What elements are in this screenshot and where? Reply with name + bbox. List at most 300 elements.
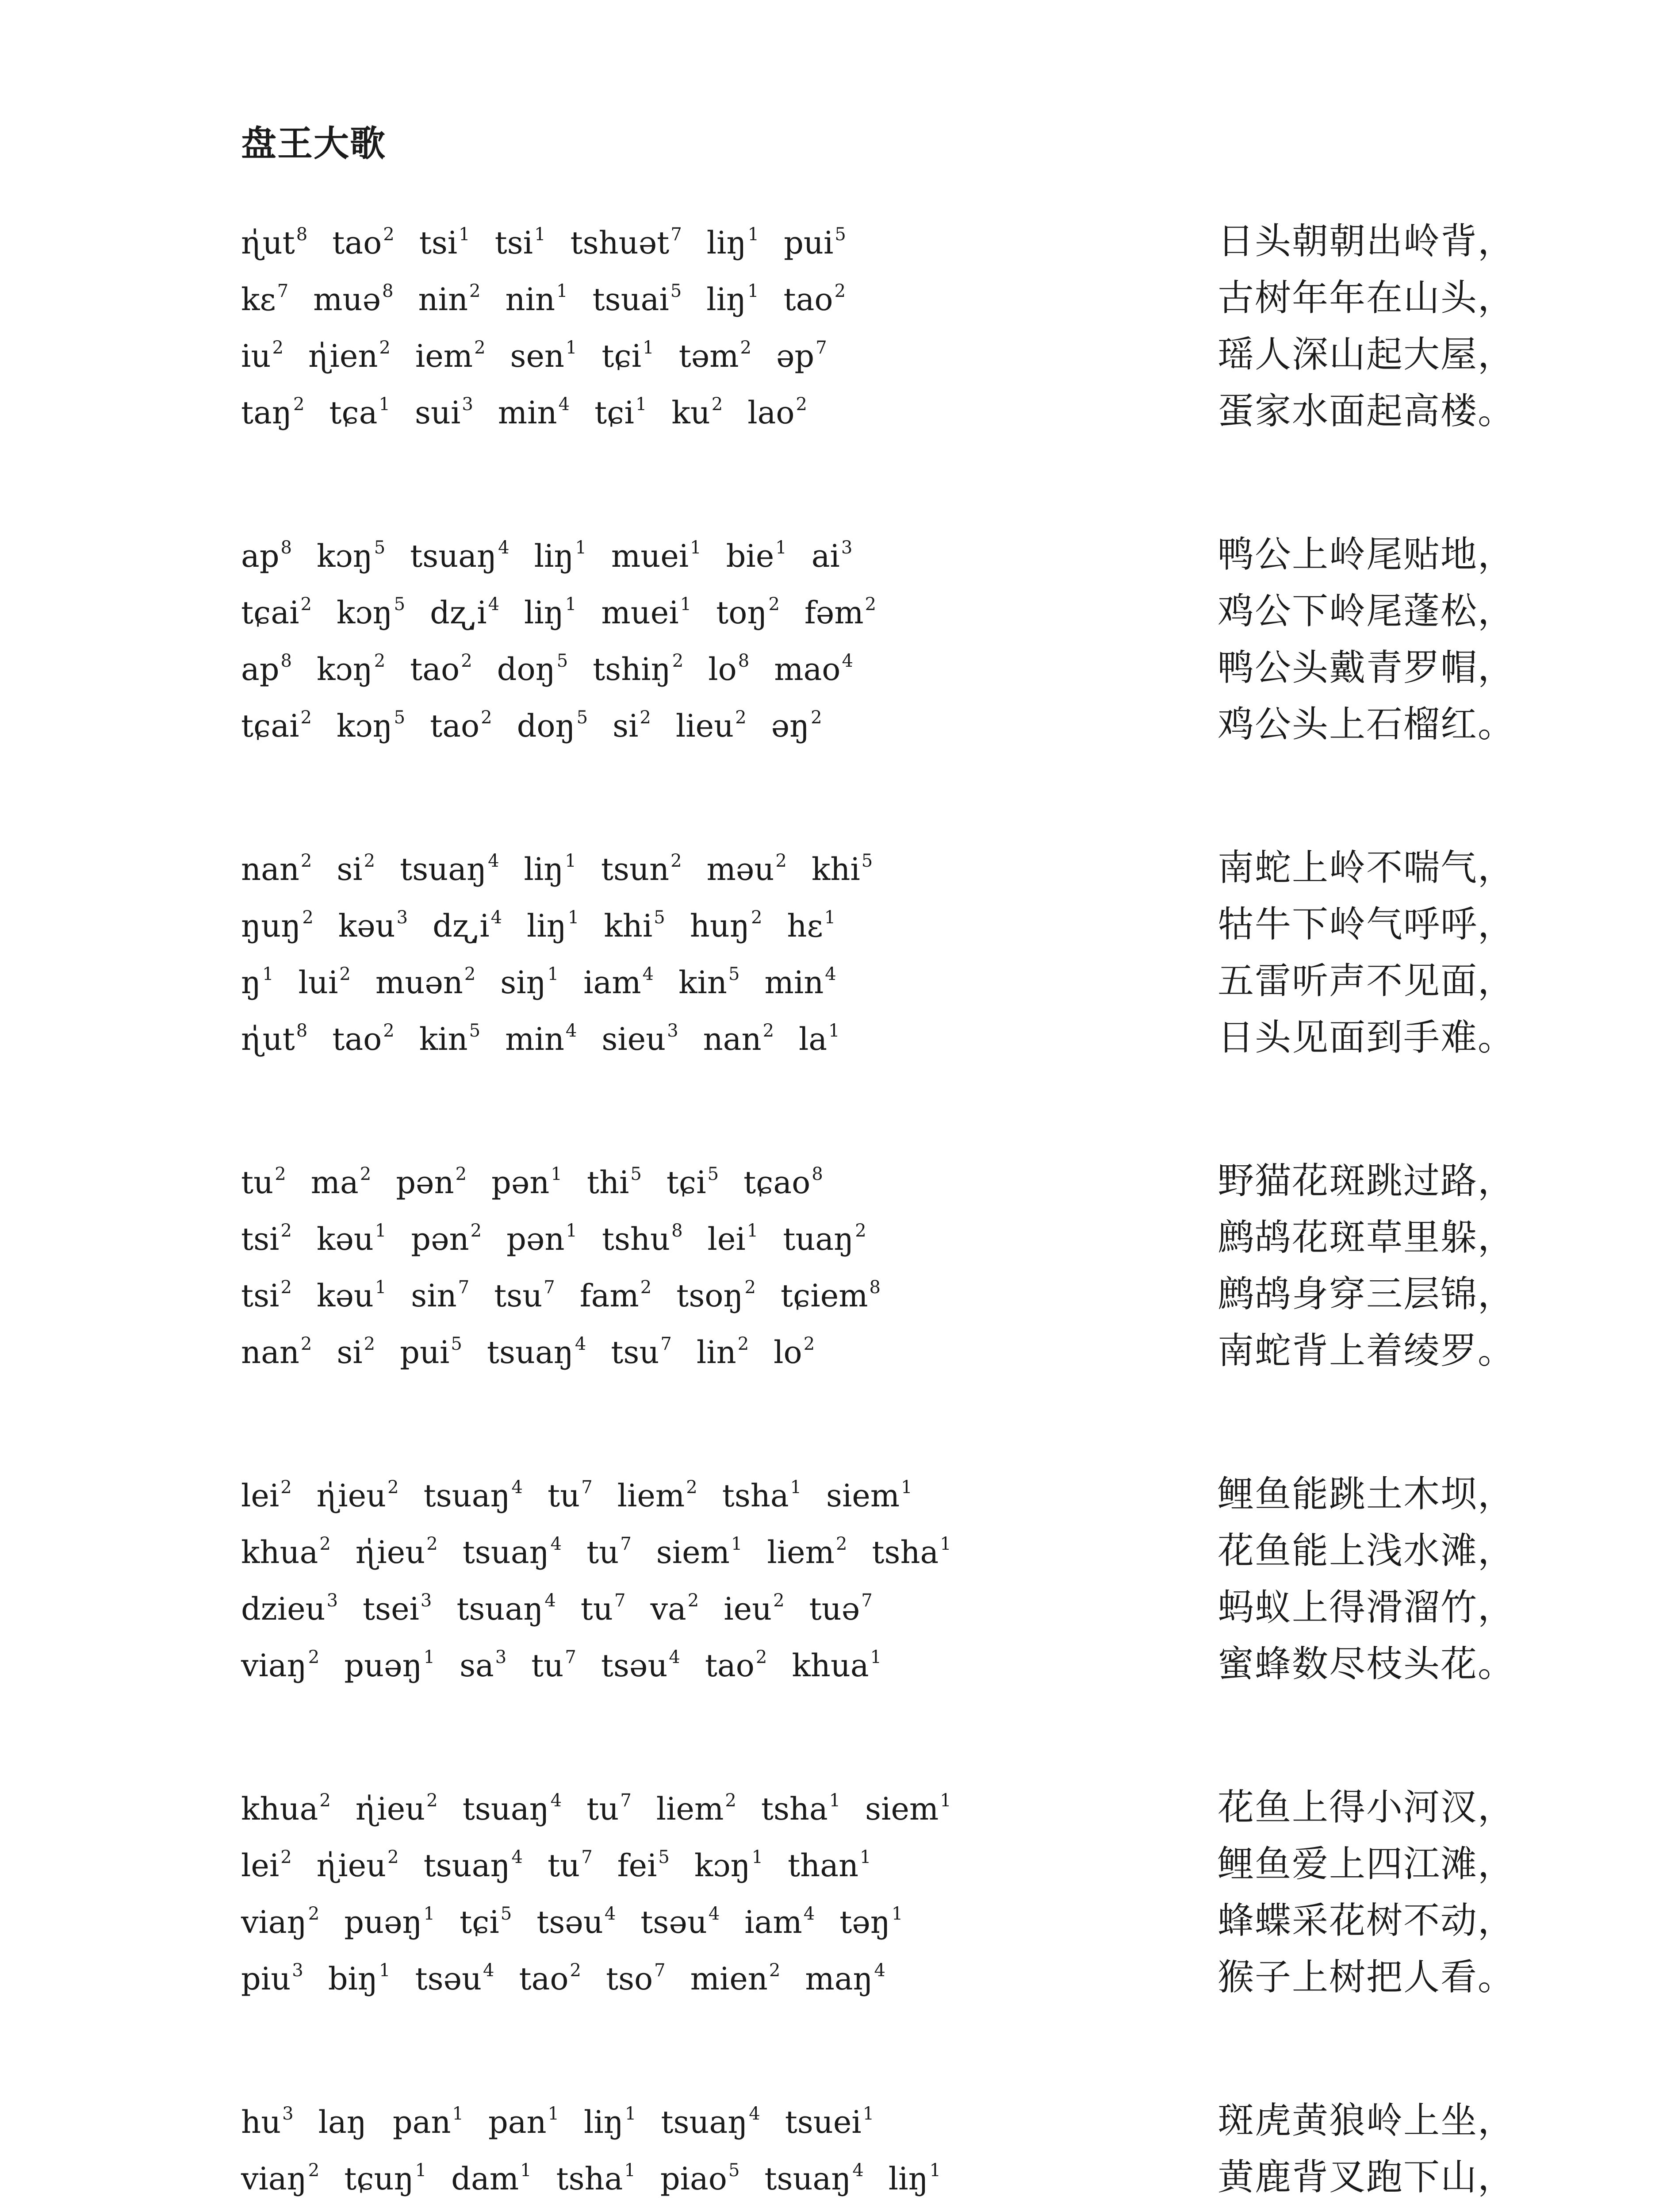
chinese-translation: 蜂蝶采花树不动， — [1217, 1900, 1515, 1942]
syllable-text: hɛ — [787, 908, 823, 944]
syllable — [241, 1477, 292, 1514]
syllable-text: pən — [396, 1164, 454, 1201]
syllable — [356, 1790, 438, 1827]
tone-number: 1 — [747, 224, 759, 245]
syllable — [419, 1021, 480, 1057]
syllable — [872, 1534, 951, 1571]
syllable-text: nan — [703, 1021, 762, 1057]
tone-number: 1 — [548, 2104, 559, 2124]
syllable — [707, 851, 787, 887]
syllable-text: viaŋ — [241, 2161, 307, 2197]
syllable — [771, 707, 822, 744]
tone-number: 5 — [835, 224, 846, 245]
tone-number: 2 — [686, 1477, 697, 1498]
tone-number: 7 — [670, 224, 682, 245]
syllable — [676, 707, 747, 744]
syllable-text: pən — [491, 1164, 550, 1201]
syllable-text: sieu — [602, 1021, 666, 1057]
chinese-translation: 南蛇背上着绫罗。 — [1217, 1330, 1515, 1372]
syllable — [604, 907, 665, 944]
syllable-text: tsuaŋ — [462, 1791, 549, 1827]
syllable-text: tshuət — [570, 225, 670, 261]
tone-number: 1 — [547, 964, 559, 984]
tone-number: 5 — [728, 2160, 740, 2181]
chinese-translation: 牯牛下岭气呼呼， — [1217, 903, 1515, 945]
syllable — [241, 1221, 292, 1257]
tone-number: 4 — [749, 2104, 760, 2124]
syllable — [400, 1334, 462, 1371]
syllable — [761, 1790, 840, 1827]
verse-line — [241, 1892, 1515, 1948]
tone-number: 4 — [825, 964, 836, 984]
tone-number: 2 — [364, 851, 375, 871]
chinese-translation: 鲤鱼能跳土木坝， — [1217, 1473, 1515, 1515]
tone-number: 2 — [672, 651, 684, 671]
tone-number: 4 — [565, 1021, 577, 1041]
syllable-text: lo — [774, 1334, 802, 1371]
verse-line — [241, 2205, 1515, 2212]
tone-number: 1 — [534, 224, 546, 245]
tone-number: 2 — [670, 851, 682, 871]
syllable-text: pan — [488, 2104, 547, 2140]
tone-number: 2 — [711, 394, 723, 415]
syllable-text: pan — [392, 2104, 451, 2140]
tone-number: 2 — [280, 1477, 292, 1498]
tone-number: 8 — [382, 281, 394, 301]
tone-number: 1 — [751, 1847, 763, 1867]
syllable — [678, 964, 739, 1001]
syllable-text: tɕi — [602, 338, 642, 374]
syllable — [241, 1334, 312, 1371]
phonetic-transcription — [241, 224, 871, 261]
syllable-text: tsəu — [536, 1904, 603, 1940]
tone-number: 1 — [940, 1534, 951, 1554]
tone-number: 2 — [308, 1647, 320, 1667]
syllable-text: ɳ̍ien — [308, 338, 378, 374]
tone-number: 2 — [811, 707, 822, 728]
tone-number: 1 — [575, 538, 586, 558]
syllable-text: puəŋ — [344, 1647, 422, 1684]
syllable — [656, 1790, 736, 1827]
tone-number: 1 — [565, 851, 576, 871]
syllable — [318, 2104, 368, 2140]
syllable-text: ɳ̍ut — [241, 1021, 295, 1057]
syllable-text: tsuei — [785, 2104, 862, 2140]
syllable-text: tsuaŋ — [661, 2104, 748, 2140]
syllable — [809, 1590, 873, 1627]
verse-line — [241, 1009, 1515, 1065]
syllable — [602, 1021, 678, 1057]
stanza — [241, 1465, 1515, 1692]
syllable — [317, 1277, 386, 1314]
tone-number: 1 — [566, 1221, 577, 1241]
tone-number: 2 — [272, 338, 284, 358]
syllable-text: lei — [241, 1478, 280, 1514]
syllable — [587, 1164, 642, 1201]
tone-number: 7 — [861, 1590, 873, 1611]
syllable-text: tsi — [419, 225, 458, 261]
syllable-text: siŋ — [500, 964, 546, 1001]
syllable-text: si — [337, 851, 363, 887]
tone-number: 2 — [474, 338, 486, 358]
syllable — [703, 1021, 774, 1057]
syllable — [724, 1590, 784, 1627]
syllable — [805, 1960, 885, 1997]
syllable — [679, 338, 751, 374]
syllable-text: piu — [241, 1961, 291, 1997]
tone-number: 2 — [769, 1960, 781, 1981]
phonetic-transcription — [241, 1847, 896, 1884]
syllable — [411, 1221, 482, 1257]
chinese-translation: 鸡公头上石榴红。 — [1217, 703, 1515, 745]
syllable-text: lieu — [675, 708, 734, 744]
tone-number: 1 — [459, 224, 470, 245]
phonetic-transcription — [241, 1590, 897, 1627]
tone-number: 7 — [660, 1334, 672, 1354]
tone-number: 2 — [835, 1534, 847, 1554]
tone-number: 3 — [292, 1960, 303, 1981]
tone-number: 1 — [828, 1021, 840, 1041]
syllable-text: tsi — [241, 1278, 280, 1314]
syllable — [356, 1534, 438, 1571]
phonetic-transcription — [241, 338, 852, 374]
syllable-text: tɕa — [329, 395, 378, 431]
syllable-text: si — [613, 708, 639, 744]
tone-number: 5 — [728, 964, 740, 984]
phonetic-transcription — [241, 2160, 966, 2197]
tone-number: 2 — [762, 1021, 774, 1041]
page-title: 盘王大歌 — [241, 123, 386, 164]
syllable — [498, 394, 570, 431]
tone-number: 8 — [869, 1277, 881, 1298]
tone-number: 3 — [282, 2104, 294, 2124]
syllable-text: kin — [419, 1021, 468, 1057]
tone-number: 1 — [690, 538, 701, 558]
syllable-text: kɔŋ — [317, 651, 373, 687]
stanza — [241, 526, 1515, 752]
syllable-text: tsuai — [592, 281, 669, 318]
syllable — [593, 651, 683, 687]
tone-number: 1 — [829, 1790, 841, 1811]
syllable-text: tsoŋ — [676, 1278, 743, 1314]
stanza — [241, 212, 1515, 439]
verse-line — [241, 639, 1515, 695]
syllable — [694, 1847, 763, 1884]
syllable — [463, 1790, 562, 1827]
syllable-text: muei — [601, 595, 679, 631]
syllable — [344, 1647, 435, 1684]
syllable-text: khua — [792, 1647, 869, 1684]
phonetic-transcription — [241, 1277, 905, 1314]
syllable — [311, 1164, 372, 1201]
chinese-translation: 斑虎黄狼岭上坐， — [1217, 2100, 1515, 2142]
syllable — [785, 2104, 874, 2140]
syllable-text: ap — [241, 651, 280, 687]
tone-number: 2 — [374, 651, 386, 671]
tone-number: 4 — [575, 1334, 586, 1354]
chinese-translation: 古树年年在山头， — [1217, 277, 1515, 319]
syllable — [328, 1960, 391, 1997]
tone-number: 4 — [550, 1790, 562, 1811]
syllable — [241, 2104, 294, 2140]
tone-number: 1 — [520, 2160, 532, 2181]
syllable — [839, 1904, 903, 1940]
syllable-text: tɕi — [594, 395, 634, 431]
syllable-text: lei — [241, 1847, 280, 1884]
syllable — [705, 1647, 767, 1684]
syllable-text: tsha — [556, 2161, 623, 2197]
tone-number: 2 — [383, 224, 395, 245]
syllable — [676, 1277, 756, 1314]
tone-number: 2 — [751, 907, 762, 928]
syllable-text: sin — [411, 1278, 457, 1314]
tone-number: 2 — [735, 707, 747, 728]
syllable — [241, 224, 307, 261]
syllable — [611, 1334, 672, 1371]
syllable-text: sa — [460, 1647, 494, 1684]
tone-number: 2 — [387, 1847, 399, 1867]
tone-number: 7 — [581, 1477, 593, 1498]
syllable-text: tsəu — [640, 1904, 707, 1940]
chinese-translation: 鸭公上岭尾贴地， — [1217, 534, 1515, 576]
syllable-text: iu — [241, 338, 271, 374]
syllable — [517, 707, 588, 744]
syllable-text: tsha — [722, 1478, 789, 1514]
syllable-text: siem — [865, 1791, 939, 1827]
syllable — [617, 1847, 670, 1884]
syllable — [784, 224, 846, 261]
tone-number: 5 — [374, 538, 386, 558]
syllable-text: hu — [241, 2104, 281, 2140]
tone-number: 4 — [544, 1590, 556, 1611]
tone-number: 1 — [901, 1477, 912, 1498]
chinese-translation: 花鱼上得小河汊， — [1217, 1786, 1515, 1828]
syllable-text: tuaŋ — [783, 1221, 854, 1257]
syllable — [241, 1847, 292, 1884]
tone-number: 2 — [469, 281, 481, 301]
syllable — [494, 1277, 555, 1314]
verse-line — [241, 1522, 1515, 1578]
syllable-text: tsuaŋ — [462, 1534, 549, 1571]
verse-line — [241, 695, 1515, 752]
syllable — [241, 1021, 307, 1057]
tone-number: 5 — [556, 651, 568, 671]
verse-line — [241, 269, 1515, 326]
syllable-text: tsuaŋ — [456, 1591, 544, 1627]
syllable — [519, 1960, 581, 1997]
syllable-text: pən — [506, 1221, 565, 1257]
verse-line — [241, 1635, 1515, 1692]
syllable — [332, 224, 394, 261]
syllable-text: siem — [826, 1478, 900, 1514]
verse-line — [241, 582, 1515, 639]
phonetic-transcription — [241, 651, 878, 687]
syllable-text: tɕuŋ — [344, 2161, 414, 2197]
verse-line — [241, 212, 1515, 269]
syllable-text: khua — [241, 1791, 318, 1827]
syllable — [241, 651, 292, 687]
tone-number: 7 — [614, 1590, 626, 1611]
tone-number: 2 — [640, 707, 651, 728]
tone-number: 8 — [280, 538, 292, 558]
syllable-text: ieu — [724, 1591, 772, 1627]
syllable — [241, 1590, 338, 1627]
tone-number: 2 — [640, 1277, 652, 1298]
syllable — [344, 1904, 435, 1940]
syllable-text: tɕiem — [780, 1278, 868, 1314]
syllable-text: tu — [586, 1534, 619, 1571]
syllable — [363, 1590, 432, 1627]
syllable-text: tu — [241, 1164, 274, 1201]
syllable — [410, 651, 472, 687]
syllable — [396, 1164, 467, 1201]
tone-number: 1 — [379, 1960, 391, 1981]
tone-number: 5 — [451, 1334, 462, 1354]
syllable-text: nan — [241, 1334, 299, 1371]
syllable-text: lao — [747, 395, 795, 431]
syllable-text: əŋ — [771, 708, 810, 744]
verse-line — [241, 952, 1515, 1009]
tone-number: 2 — [481, 707, 492, 728]
syllable — [799, 1021, 840, 1057]
tone-number: 2 — [300, 594, 312, 614]
syllable-text: liŋ — [584, 2104, 624, 2140]
tone-number: 7 — [654, 1960, 666, 1981]
tone-number: 1 — [747, 1221, 759, 1241]
syllable — [774, 1334, 815, 1371]
tone-number: 4 — [604, 1904, 616, 1924]
syllable-text: bie — [726, 538, 774, 574]
tone-number: 4 — [708, 1904, 720, 1924]
syllable — [524, 594, 576, 631]
syllable — [317, 1847, 399, 1884]
syllable — [241, 1277, 292, 1314]
syllable-text: ɳ̍ieu — [355, 1791, 425, 1827]
syllable-text: tso — [605, 1961, 653, 1997]
syllable-text: sen — [510, 338, 564, 374]
syllable-text: tsuaŋ — [764, 2161, 851, 2197]
chinese-translation: 猴子上树把人看。 — [1217, 1956, 1515, 1998]
syllable-text: pui — [400, 1334, 450, 1371]
syllable-text: ŋ — [241, 964, 261, 1001]
syllable-text: tao — [332, 225, 382, 261]
tone-number: 4 — [669, 1647, 680, 1667]
tone-number: 2 — [470, 1221, 482, 1241]
syllable — [460, 1904, 512, 1940]
phonetic-transcription — [241, 707, 847, 744]
syllable-text: ɳ̍ieu — [316, 1847, 387, 1884]
phonetic-transcription — [241, 394, 832, 431]
syllable-text: əp — [776, 338, 815, 374]
tone-number: 4 — [852, 2160, 864, 2181]
tone-number: 8 — [296, 1021, 308, 1041]
syllable — [792, 1647, 881, 1684]
syllable — [241, 1790, 331, 1827]
syllable — [241, 707, 312, 744]
syllable-text: min — [764, 964, 824, 1001]
syllable-text: tɕai — [241, 708, 299, 744]
syllable-text: piao — [660, 2161, 727, 2197]
syllable-text: va — [650, 1591, 686, 1627]
syllable — [337, 1334, 375, 1371]
syllable — [534, 538, 586, 574]
tone-number: 1 — [415, 2160, 427, 2181]
verse-line — [241, 326, 1515, 382]
syllable-text: viaŋ — [241, 1647, 307, 1684]
syllable-text: liŋ — [706, 225, 747, 261]
syllable-text: tao — [430, 708, 480, 744]
stanza — [241, 1152, 1515, 1379]
tone-number: 5 — [654, 907, 665, 928]
syllable — [241, 338, 284, 374]
syllable — [586, 1790, 632, 1827]
tone-number: 2 — [464, 964, 476, 984]
syllable-text: khua — [241, 1534, 318, 1571]
tone-number: 2 — [855, 1221, 866, 1241]
syllable — [430, 707, 492, 744]
chinese-translation: 南蛇上岭不喘气， — [1217, 847, 1515, 889]
syllable — [581, 1590, 626, 1627]
tone-number: 1 — [423, 1904, 435, 1924]
syllable-text: min — [505, 1021, 564, 1057]
syllable — [601, 594, 691, 631]
tone-number: 5 — [658, 1847, 670, 1867]
syllable-text: lui — [298, 964, 338, 1001]
syllable-text: doŋ — [517, 708, 575, 744]
syllable — [495, 224, 546, 261]
tone-number: 4 — [488, 851, 499, 871]
verse-line — [241, 1778, 1515, 1835]
tone-number: 4 — [803, 1904, 815, 1924]
syllable — [241, 594, 312, 631]
tone-number: 2 — [383, 1021, 395, 1041]
tone-number: 3 — [420, 1590, 432, 1611]
tone-number: 4 — [511, 1477, 523, 1498]
syllable — [602, 1221, 683, 1257]
syllable — [690, 907, 762, 944]
syllable — [594, 394, 647, 431]
tone-number: 2 — [687, 1590, 699, 1611]
tone-number: 2 — [426, 1790, 438, 1811]
syllable-text: doŋ — [497, 651, 556, 687]
syllable-text: kəu — [338, 908, 395, 944]
phonetic-transcription — [241, 1534, 976, 1571]
syllable — [767, 1534, 847, 1571]
tone-number: 5 — [469, 1021, 481, 1041]
syllable-text: taŋ — [241, 395, 292, 431]
phonetic-transcription — [241, 281, 870, 318]
tone-number: 8 — [296, 224, 308, 245]
tone-number: 2 — [796, 394, 807, 415]
syllable — [556, 2160, 636, 2197]
syllable-text: liŋ — [527, 908, 567, 944]
syllable-text: kɔŋ — [336, 595, 393, 631]
syllable — [329, 394, 390, 431]
syllable — [667, 1164, 719, 1201]
tone-number: 3 — [841, 538, 853, 558]
syllable — [716, 594, 780, 631]
chinese-translation: 日头见面到手难。 — [1217, 1017, 1515, 1059]
syllable — [505, 1021, 577, 1057]
tone-number: 2 — [865, 594, 877, 614]
phonetic-transcription — [241, 1334, 839, 1371]
stanza — [241, 2092, 1515, 2212]
tone-number: 1 — [731, 1534, 743, 1554]
verse-line — [241, 2148, 1515, 2205]
syllable-text: təm — [678, 338, 739, 374]
syllable-text: tɕi — [666, 1164, 706, 1201]
tone-number: 1 — [747, 281, 759, 301]
